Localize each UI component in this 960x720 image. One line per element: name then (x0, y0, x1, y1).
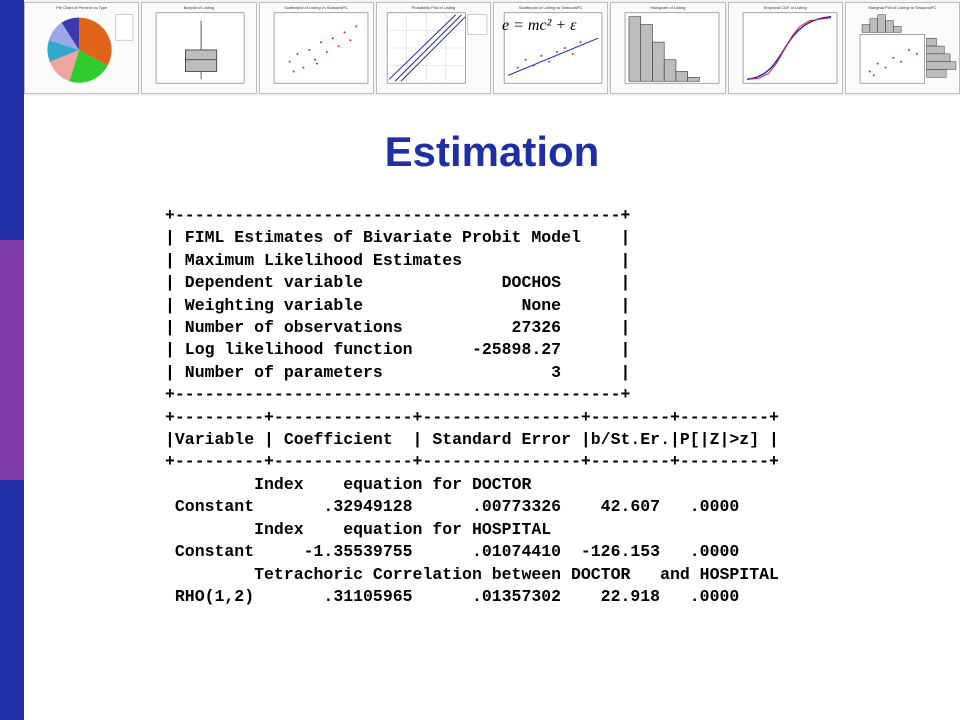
output-line: RHO(1,2) .31105965 .01357302 22.918 .0000 (165, 586, 740, 606)
thumbnail-title: Histogram of Listing (650, 5, 686, 10)
histogram-icon (611, 3, 724, 93)
output-line: Constant .32949128 .00773326 42.607 .0000 (165, 497, 740, 517)
output-line: | Weighting variable None | (165, 295, 631, 315)
slide-title: Estimation (384, 128, 600, 175)
output-line: | Number of observations 27326 | (165, 318, 631, 338)
accent-bar-bottom (0, 480, 24, 720)
output-line: | Log likelihood function -25898.27 | (165, 340, 631, 360)
thumbnail-strip (24, 0, 960, 96)
output-line: | Number of parameters 3 | (165, 362, 631, 382)
thumbnail-title: Marginal Plot of Listing vs SeasonsPC (868, 5, 937, 10)
empirical-cdf-icon (729, 3, 842, 93)
output-line: Index equation for HOSPITAL (165, 519, 552, 539)
thumbnail-scatterplot (259, 2, 374, 94)
output-line: +---------------------------------------------+ (165, 385, 631, 405)
output-line: Constant -1.35539755 .01074410 -126.153 .0000 (165, 542, 740, 562)
output-line: Tetrachoric Correlation between DOCTOR and HOSPITAL (165, 564, 779, 584)
accent-bar-top (0, 0, 24, 240)
thumbnail-probability-plot (376, 2, 491, 94)
thumbnail-title: Scatterplot of Listing vs SeasonsPC (518, 5, 583, 10)
accent-bar-middle (0, 240, 24, 480)
formula-label: e = mc² + ε (502, 17, 577, 34)
output-line: +---------------------------------------------+ (165, 206, 631, 225)
output-line: +---------+--------------+----------------+--------+---------+ (165, 407, 779, 427)
thumbnail-empirical-cdf (728, 2, 843, 94)
output-line: |Variable | Coefficient | Standard Error |b/St.Er.|P[|Z|>z] | (165, 430, 779, 450)
thumbnail-pie-chart (24, 2, 139, 94)
output-line: | FIML Estimates of Bivariate Probit Model | (165, 228, 631, 248)
thumbnail-title: Pie Chart of Percent vs Type (56, 5, 108, 10)
output-line: Index equation for DOCTOR (165, 474, 532, 494)
estimation-output (165, 205, 779, 608)
thumbnail-histogram (610, 2, 725, 94)
thumbnail-marginal-plot (845, 2, 960, 94)
output-line: | Maximum Likelihood Estimates | (165, 250, 631, 270)
pie-chart-icon (25, 3, 138, 93)
thumbnail-title: Empirical CDF of Listing (763, 5, 807, 10)
scatterplot-icon (260, 3, 373, 93)
marginal-plot-icon (846, 3, 959, 93)
thumbnail-title: Scatterplot of Listing vs SeasonsPC (284, 5, 348, 10)
boxplot-icon (142, 3, 255, 93)
probability-plot-icon (377, 3, 490, 93)
output-line: +---------+--------------+----------------+--------+---------+ (165, 452, 779, 472)
thumbnail-scatter-fit (493, 2, 608, 94)
output-line: | Dependent variable DOCHOS | (165, 273, 631, 293)
thumbnail-title: Probability Plot of Listing (411, 5, 456, 10)
thumbnail-title: Boxplot of Listing (183, 5, 215, 10)
thumbnail-boxplot (141, 2, 256, 94)
